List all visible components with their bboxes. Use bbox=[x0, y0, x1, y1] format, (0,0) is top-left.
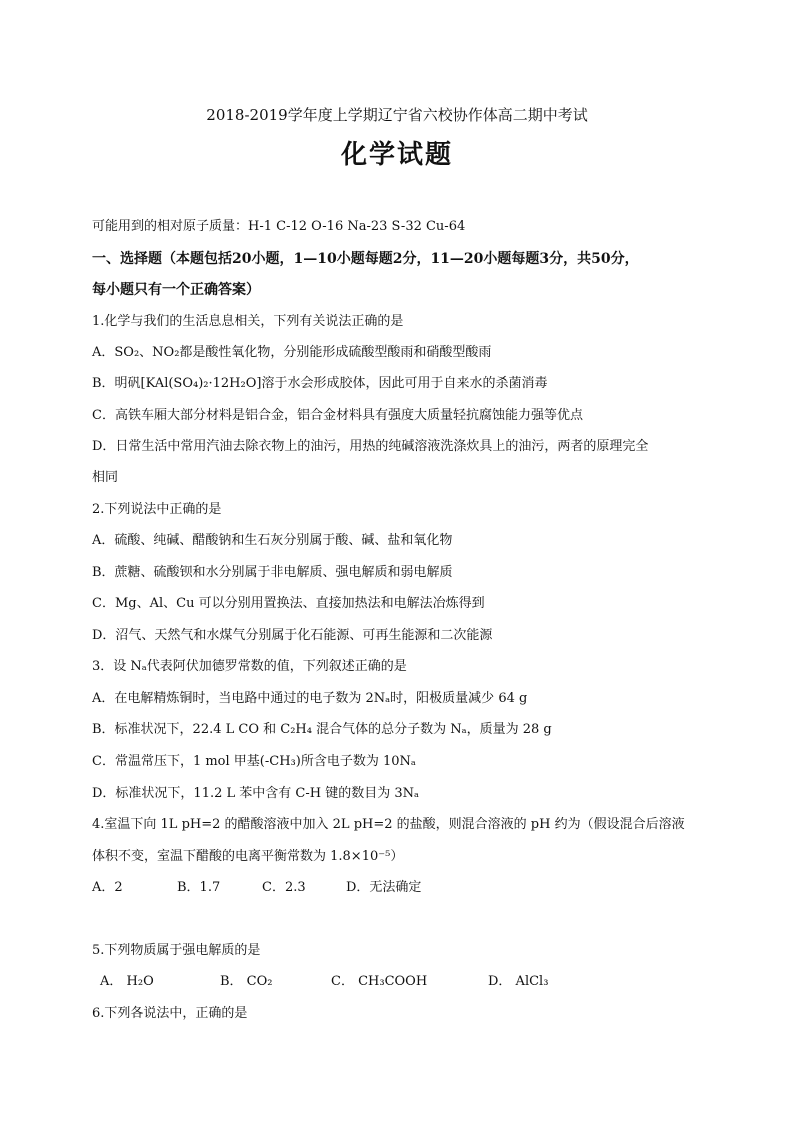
q5-option-c: C． CH₃COOH bbox=[331, 974, 428, 989]
q5-option-b: B． CO₂ bbox=[220, 974, 273, 989]
q3-option-b: B．标准状况下，22.4 L CO 和 C₂H₄ 混合气体的总分子数为 Nₐ，质量为 28 g bbox=[92, 722, 552, 737]
q5-option-d: D． AlCl₃ bbox=[488, 974, 549, 989]
q2-option-d: D．沼气、天然气和水煤气分别属于化石能源、可再生能源和二次能源 bbox=[92, 628, 493, 643]
q4-stem-line2: 体积不变，室温下醋酸的电离平衡常数为 1.8×10⁻⁵） bbox=[92, 849, 404, 864]
q1-option-d-line1: D．日常生活中常用汽油去除衣物上的油污，用热的纯碱溶液洗涤炊具上的油污，两者的原理完全 bbox=[92, 439, 649, 454]
q6-stem: 6.下列各说法中，正确的是 bbox=[92, 1006, 248, 1021]
q1-stem: 1.化学与我们的生活息息相关，下列有关说法正确的是 bbox=[92, 314, 404, 329]
q2-option-a: A．硫酸、纯碱、醋酸钠和生石灰分别属于酸、碱、盐和氧化物 bbox=[92, 533, 453, 548]
section-heading-line1: 一、选择题（本题包括20小题，1—10小题每题2分，11—20小题每题3分，共50分， bbox=[92, 251, 639, 267]
q2-option-c: C．Mg、Al、Cu 可以分别用置换法、直接加热法和电解法冶炼得到 bbox=[92, 596, 485, 611]
q1-option-c: C．高铁车厢大部分材料是铝合金，铝合金材料具有强度大质量轻抗腐蚀能力强等优点 bbox=[92, 408, 583, 423]
q3-option-c: C．常温常压下，1 mol 甲基(-CH₃)所含电子数为 10Nₐ bbox=[92, 754, 416, 769]
q4-option-d: D．无法确定 bbox=[346, 880, 422, 895]
q5-options bbox=[100, 973, 548, 991]
q1-option-a: A．SO₂、NO₂都是酸性氧化物，分别能形成硫酸型酸雨和硝酸型酸雨 bbox=[92, 345, 492, 360]
q3-option-a: A．在电解精炼铜时，当电路中通过的电子数为 2Nₐ时，阳极质量减少 64 g bbox=[92, 691, 528, 706]
page-title: 化学试题 bbox=[340, 140, 453, 170]
q4-options bbox=[92, 879, 421, 897]
q3-option-d: D．标准状况下，11.2 L 苯中含有 C-H 键的数目为 3Nₐ bbox=[92, 786, 419, 801]
q4-option-a: A．2 bbox=[92, 880, 123, 895]
q4-option-c: C．2.3 bbox=[262, 880, 306, 895]
q4-option-b: B．1.7 bbox=[177, 880, 221, 895]
section-heading-line2: 每小题只有一个正确答案） bbox=[92, 282, 260, 298]
q5-stem: 5.下列物质属于强电解质的是 bbox=[92, 943, 261, 958]
q1-option-d-line2: 相同 bbox=[92, 470, 119, 485]
q3-stem: 3．设 Nₐ代表阿伏加德罗常数的值，下列叙述正确的是 bbox=[92, 659, 407, 674]
q2-stem: 2.下列说法中正确的是 bbox=[92, 502, 222, 517]
q1-option-b: B．明矾[KAl(SO₄)₂·12H₂O]溶于水会形成胶体，因此可用于自来水的杀菌消毒 bbox=[92, 376, 548, 391]
q4-stem-line1: 4.室温下向 1L pH=2 的醋酸溶液中加入 2L pH=2 的盐酸，则混合溶液的 pH 约为（假设混合后溶液 bbox=[92, 817, 685, 832]
q2-option-b: B．蔗糖、硫酸钡和水分别属于非电解质、强电解质和弱电解质 bbox=[92, 565, 453, 580]
exam-header: 2018-2019学年度上学期辽宁省六校协作体高二期中考试 bbox=[206, 106, 588, 124]
atomic-masses: 可能用到的相对原子质量：H-1 C-12 O-16 Na-23 S-32 Cu-64 bbox=[92, 219, 466, 234]
q5-option-a: A． H₂O bbox=[100, 974, 154, 989]
